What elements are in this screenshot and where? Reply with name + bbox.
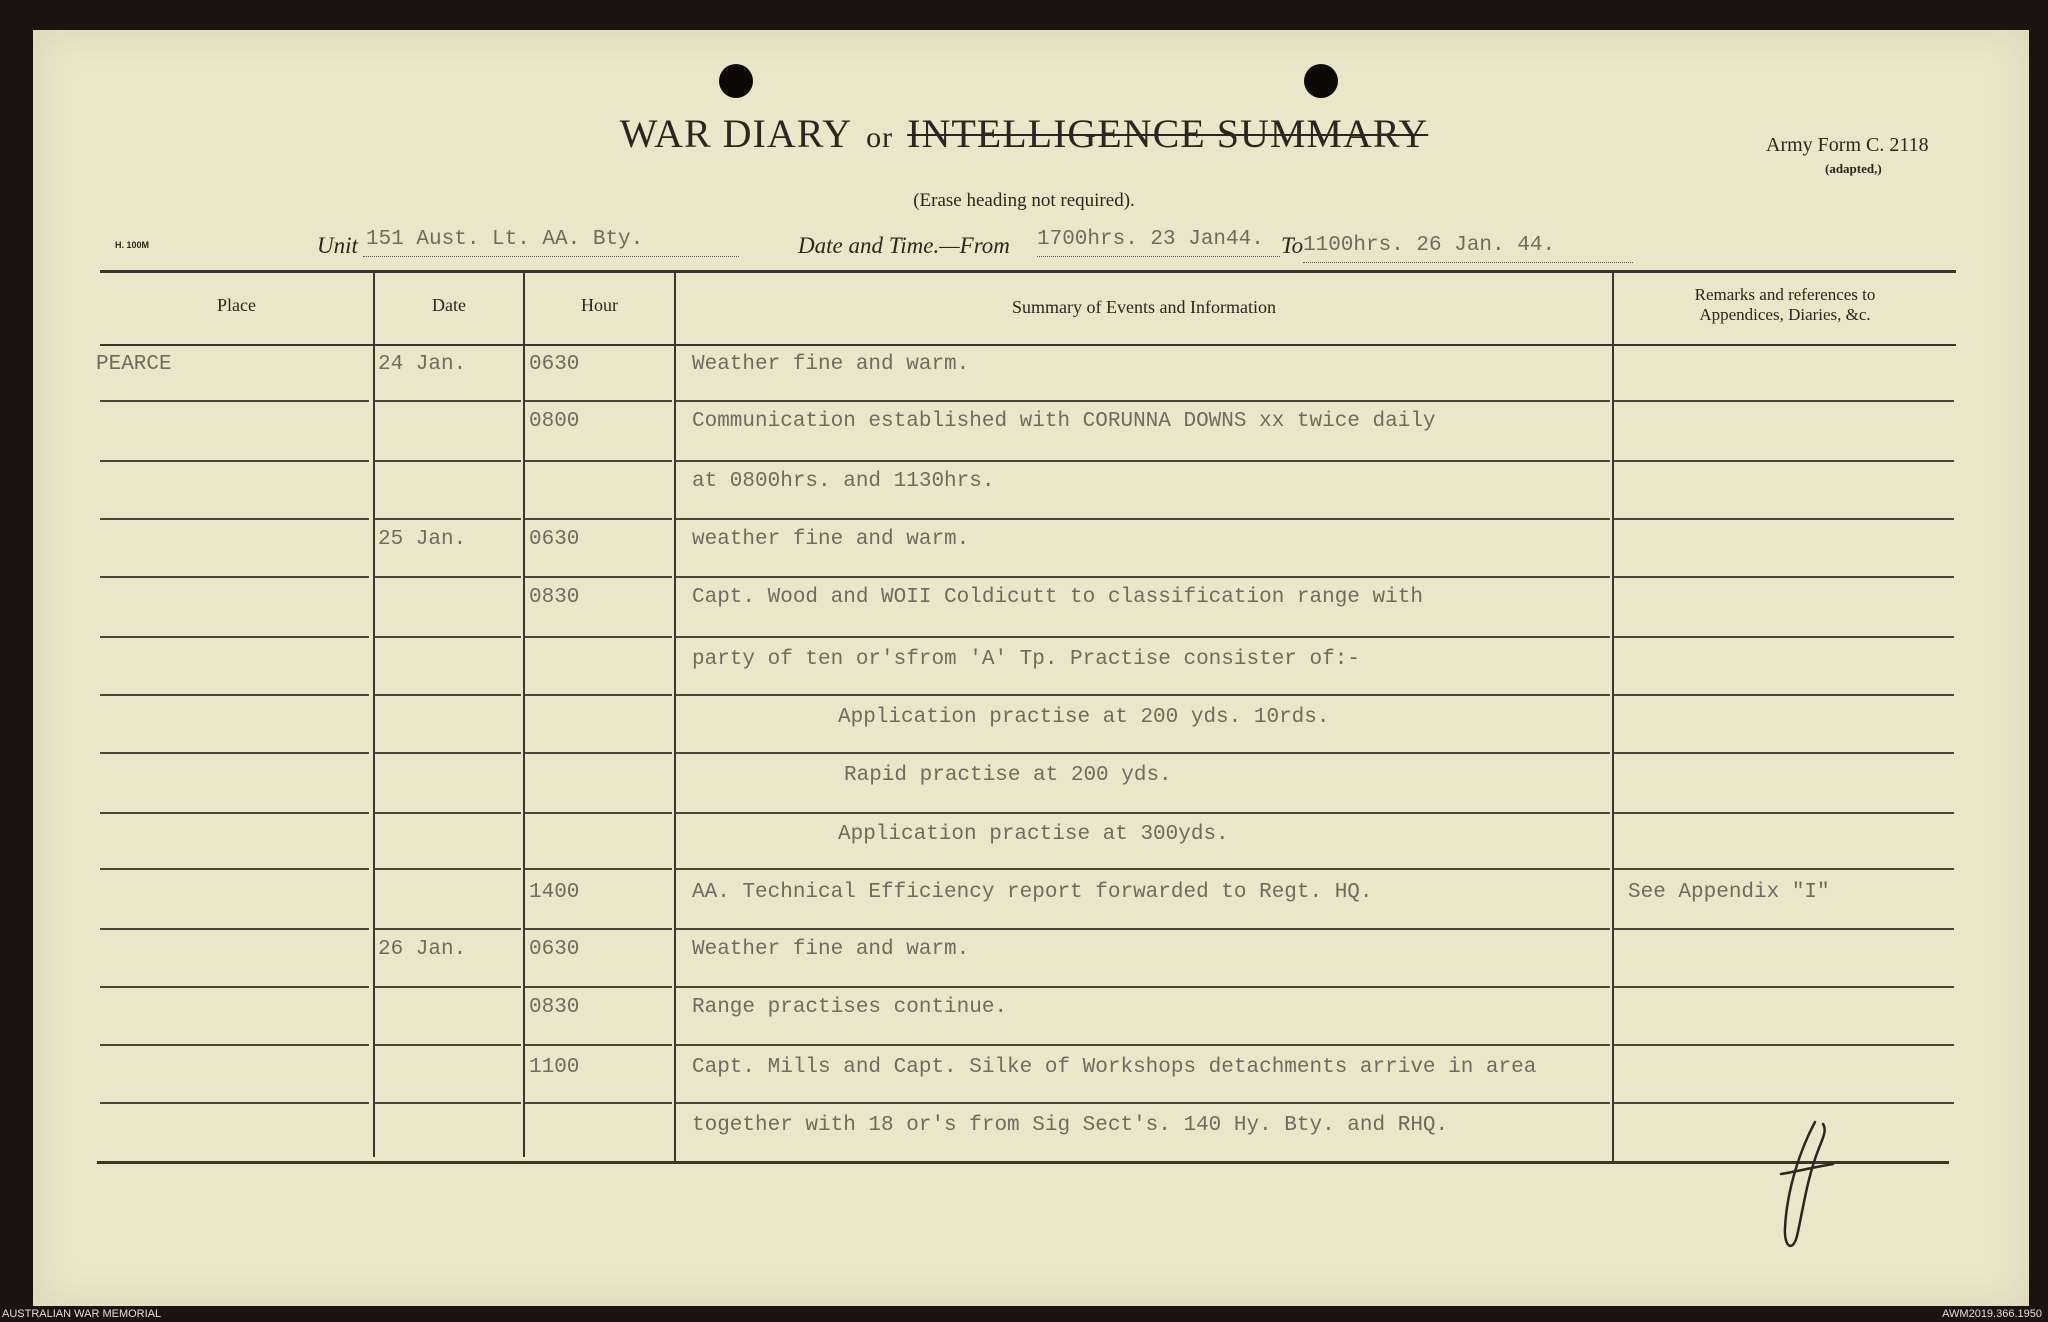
row-rule bbox=[375, 812, 521, 814]
row-rule bbox=[525, 518, 672, 520]
cell-summary: Application practise at 300yds. bbox=[838, 823, 1229, 846]
row-rule bbox=[525, 460, 672, 462]
signature-initial bbox=[1775, 1118, 1845, 1258]
title-war-diary: WAR DIARY bbox=[619, 111, 853, 156]
page-title bbox=[0, 110, 2048, 157]
row-rule bbox=[375, 868, 521, 870]
cell-date: 24 Jan. bbox=[378, 353, 467, 376]
cell-hour: 0800 bbox=[529, 410, 580, 433]
form-number: Army Form C. 2118 bbox=[1766, 134, 1929, 156]
to-value: 1100hrs. 26 Jan. 44. bbox=[1303, 234, 1556, 257]
footer-attribution: AUSTRALIAN WAR MEMORIAL bbox=[2, 1308, 162, 1320]
row-rule bbox=[375, 1044, 521, 1046]
row-rule bbox=[525, 576, 672, 578]
row-rule bbox=[100, 1044, 369, 1046]
cell-hour: 1400 bbox=[529, 881, 580, 904]
row-rule bbox=[1614, 812, 1954, 814]
punch-hole bbox=[1304, 64, 1338, 98]
row-rule bbox=[100, 928, 369, 930]
cell-summary: Weather fine and warm. bbox=[692, 353, 970, 376]
table-bottom-rule bbox=[97, 1161, 1949, 1164]
row-rule bbox=[100, 868, 369, 870]
row-rule bbox=[525, 636, 672, 638]
row-rule bbox=[375, 636, 521, 638]
row-rule bbox=[100, 518, 369, 520]
title-or: or bbox=[866, 121, 894, 154]
cell-summary: Range practises continue. bbox=[692, 996, 1008, 1019]
row-rule bbox=[375, 752, 521, 754]
cell-hour: 0630 bbox=[529, 938, 580, 961]
row-rule bbox=[525, 1102, 672, 1104]
cell-summary: Communication established with CORUNNA DOWNS xx twice daily bbox=[692, 410, 1436, 433]
row-rule bbox=[100, 576, 369, 578]
row-rule bbox=[375, 518, 521, 520]
column-divider bbox=[523, 272, 525, 1157]
row-rule bbox=[1614, 518, 1954, 520]
footer-reference: AWM2019.366.1950 bbox=[1942, 1308, 2042, 1320]
unit-value: 151 Aust. Lt. AA. Bty. bbox=[366, 228, 644, 251]
row-rule bbox=[676, 1044, 1610, 1046]
row-rule bbox=[1614, 986, 1954, 988]
datetime-label: Date and Time.—From bbox=[798, 233, 1010, 258]
row-rule bbox=[100, 752, 369, 754]
cell-summary: Weather fine and warm. bbox=[692, 938, 970, 961]
row-rule bbox=[375, 986, 521, 988]
column-divider bbox=[373, 272, 375, 1157]
row-rule bbox=[525, 868, 672, 870]
row-rule bbox=[525, 812, 672, 814]
row-rule bbox=[375, 460, 521, 462]
cell-remarks: See Appendix "I" bbox=[1628, 881, 1830, 904]
cell-summary: party of ten or'sfrom 'A' Tp. Practise consister of:- bbox=[692, 648, 1360, 671]
title-struck: INTELLIGENCE SUMMARY bbox=[907, 111, 1429, 156]
column-header-hour: Hour bbox=[581, 295, 618, 315]
cell-summary: Capt. Wood and WOII Coldicutt to classification range with bbox=[692, 586, 1423, 609]
column-divider bbox=[1612, 272, 1614, 1164]
row-rule bbox=[525, 694, 672, 696]
row-rule bbox=[676, 518, 1610, 520]
row-rule bbox=[1614, 460, 1954, 462]
row-rule bbox=[375, 1102, 521, 1104]
row-rule bbox=[676, 576, 1610, 578]
row-rule bbox=[100, 694, 369, 696]
to-label: To bbox=[1281, 233, 1304, 258]
column-header-summary: Summary of Events and Information bbox=[1012, 297, 1276, 317]
row-rule bbox=[1614, 694, 1954, 696]
row-rule bbox=[100, 1102, 369, 1104]
row-rule bbox=[1614, 400, 1954, 402]
from-underline bbox=[1037, 256, 1280, 257]
row-rule bbox=[375, 400, 521, 402]
row-rule bbox=[676, 400, 1610, 402]
row-rule bbox=[676, 868, 1610, 870]
row-rule bbox=[676, 986, 1610, 988]
table-top-rule bbox=[100, 270, 1956, 273]
row-rule bbox=[100, 400, 369, 402]
cell-hour: 0830 bbox=[529, 996, 580, 1019]
form-adapted: (adapted,) bbox=[1825, 161, 1882, 176]
cell-summary: Application practise at 200 yds. 10rds. bbox=[838, 706, 1330, 729]
row-rule bbox=[100, 636, 369, 638]
cell-hour: 0630 bbox=[529, 353, 580, 376]
row-rule bbox=[375, 576, 521, 578]
row-rule bbox=[525, 928, 672, 930]
row-rule bbox=[1614, 928, 1954, 930]
column-divider bbox=[674, 272, 676, 1164]
page-code: H. 100M bbox=[115, 240, 150, 250]
cell-summary: Rapid practise at 200 yds. bbox=[844, 764, 1172, 787]
cell-summary: weather fine and warm. bbox=[692, 528, 970, 551]
unit-underline bbox=[363, 256, 739, 257]
cell-hour: 1100 bbox=[529, 1056, 580, 1079]
cell-summary: Capt. Mills and Capt. Silke of Workshops detachments arrive in area bbox=[692, 1056, 1537, 1079]
row-rule bbox=[676, 928, 1610, 930]
row-rule bbox=[1614, 752, 1954, 754]
row-rule bbox=[1614, 868, 1954, 870]
column-header-place: Place bbox=[217, 295, 256, 315]
row-rule bbox=[1614, 1044, 1954, 1046]
row-rule bbox=[100, 986, 369, 988]
column-header-date: Date bbox=[432, 295, 466, 315]
row-rule bbox=[525, 1044, 672, 1046]
cell-summary: AA. Technical Efficiency report forwarded to Regt. HQ. bbox=[692, 881, 1373, 904]
punch-hole bbox=[719, 64, 753, 98]
row-rule bbox=[676, 636, 1610, 638]
cell-date: 25 Jan. bbox=[378, 528, 467, 551]
cell-place: PEARCE bbox=[96, 353, 172, 376]
row-rule bbox=[676, 460, 1610, 462]
row-rule bbox=[100, 460, 369, 462]
cell-hour: 0630 bbox=[529, 528, 580, 551]
cell-hour: 0830 bbox=[529, 586, 580, 609]
header-rule bbox=[100, 344, 1956, 346]
to-underline bbox=[1303, 262, 1633, 263]
from-value: 1700hrs. 23 Jan44. bbox=[1037, 228, 1264, 251]
row-rule bbox=[525, 752, 672, 754]
row-rule bbox=[1614, 1102, 1954, 1104]
row-rule bbox=[525, 400, 672, 402]
row-rule bbox=[100, 812, 369, 814]
cell-date: 26 Jan. bbox=[378, 938, 467, 961]
cell-summary: together with 18 or's from Sig Sect's. 140 Hy. Bty. and RHQ. bbox=[692, 1114, 1449, 1137]
row-rule bbox=[1614, 576, 1954, 578]
row-rule bbox=[676, 812, 1610, 814]
row-rule bbox=[676, 752, 1610, 754]
subtitle: (Erase heading not required). bbox=[913, 190, 1135, 211]
column-header-remarks: Remarks and references to Appendices, Diaries, &c. bbox=[1694, 285, 1876, 324]
cell-summary: at 0800hrs. and 1130hrs. bbox=[692, 470, 995, 493]
row-rule bbox=[676, 1102, 1610, 1104]
row-rule bbox=[375, 928, 521, 930]
unit-label: Unit bbox=[317, 233, 358, 258]
row-rule bbox=[1614, 636, 1954, 638]
row-rule bbox=[375, 694, 521, 696]
row-rule bbox=[676, 694, 1610, 696]
row-rule bbox=[525, 986, 672, 988]
